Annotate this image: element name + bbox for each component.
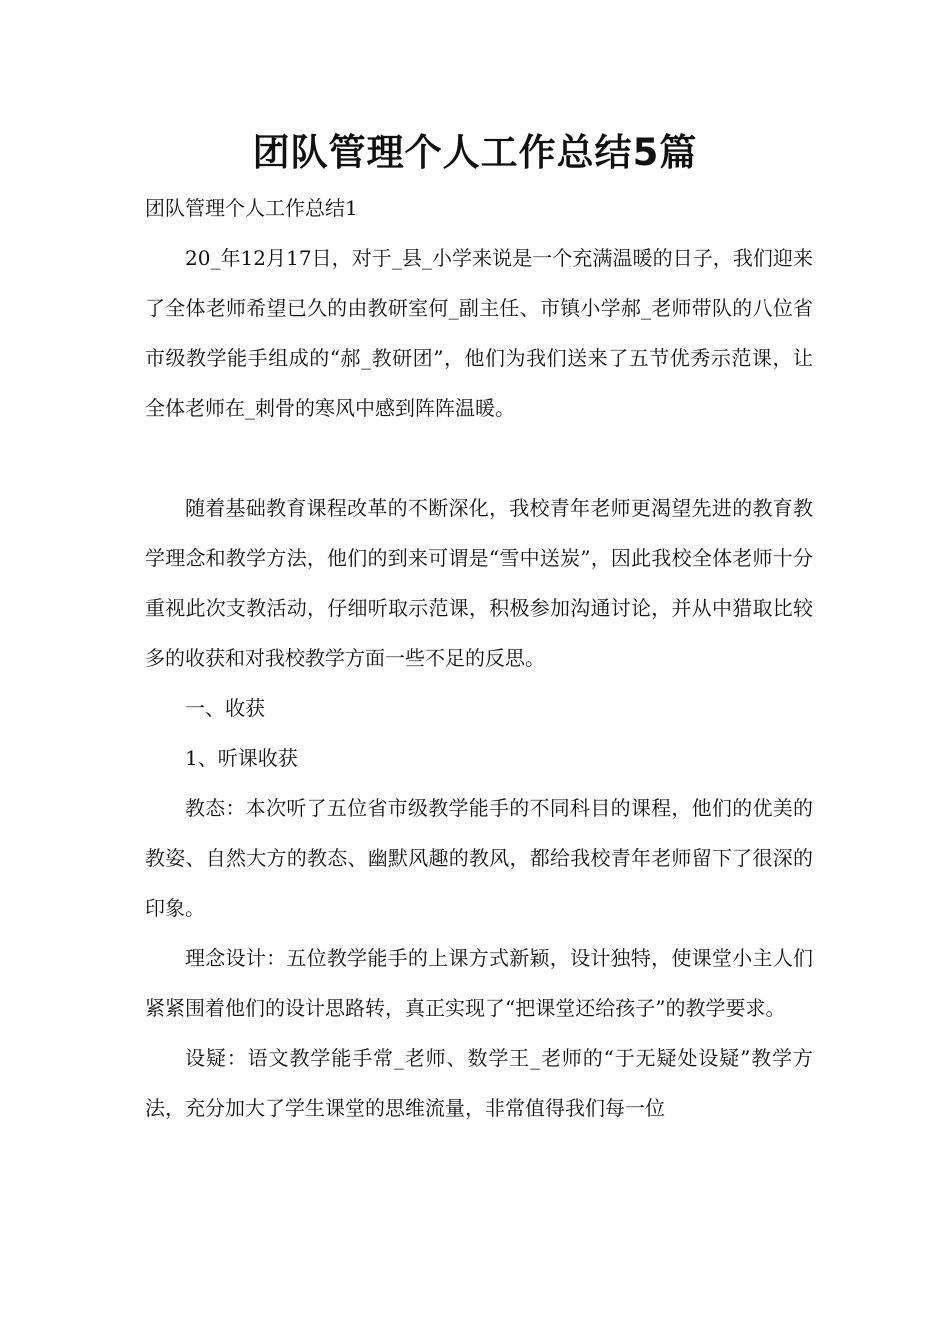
paragraph-spacer: [145, 433, 813, 483]
section-heading: 团队管理个人工作总结1: [145, 196, 358, 220]
paragraph-background: 随着基础教育课程改革的不断深化，我校青年老师更渴望先进的教育教学理念和教学方法，他们的到来可谓是“雪中送炭”，因此我校全体老师十分重视此次支教活动，仔细听取示范课，积极参加沟通讨论，并从中猎取比较多的收获和对我校教学方面一些不足的反思。: [145, 496, 813, 670]
heading-listening-harvest: 1、听课收获: [185, 746, 298, 770]
paragraph-concept-design: 理念设计：五位教学能手的上课方式新颖，设计独特，使课堂小主人们紧紧围着他们的设计思路转，真正实现了“把课堂还给孩子”的教学要求。: [145, 946, 813, 1020]
paragraph-teaching-manner: 教态：本次听了五位省市级教学能手的不同科目的课程，他们的优美的教姿、自然大方的教态、幽默风趣的教风，都给我校青年老师留下了很深的印象。: [145, 796, 813, 920]
paragraph-questioning: 设疑：语文教学能手常_老师、数学王_老师的“于无疑处设疑”教学方法，充分加大了学生课堂的思维流量，非常值得我们每一位: [145, 1046, 813, 1120]
paragraph-intro: 20_年12月17日，对于_县_小学来说是一个充满温暖的日子，我们迎来了全体老师希望已久的由教研室何_副主任、市镇小学郝_老师带队的八位省市级教学能手组成的“郝_教研团”，他们为我们送来了五节优秀示范课，让全体老师在_刺骨的寒风中感到阵阵温暖。: [145, 246, 813, 420]
document-body: [145, 183, 813, 1133]
heading-harvest: 一、收获: [185, 696, 265, 720]
document-title: 团队管理个人工作总结5篇: [252, 131, 698, 174]
